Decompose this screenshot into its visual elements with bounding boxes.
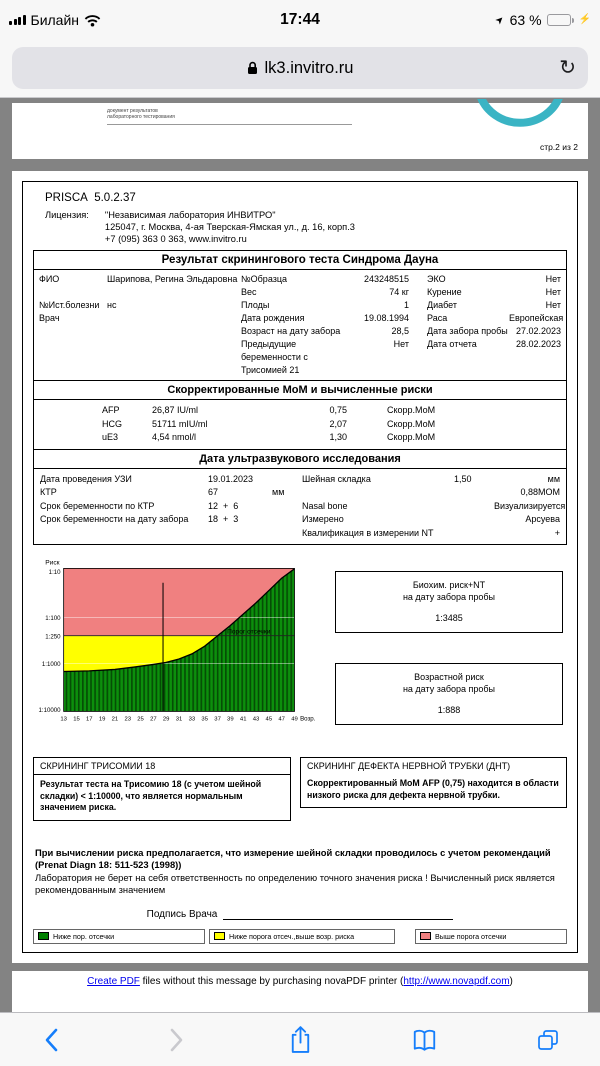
table-row: Квалификация в измерении NT + (302, 527, 560, 538)
svg-text:15: 15 (73, 716, 80, 723)
wifi-icon (84, 14, 101, 27)
svg-text:33: 33 (188, 716, 196, 723)
safari-toolbar (0, 1012, 600, 1066)
svg-text:23: 23 (124, 716, 132, 723)
svg-text:41: 41 (239, 716, 247, 723)
cutoff-label: Порог отсечки (227, 628, 271, 636)
svg-text:43: 43 (252, 716, 260, 723)
table-row: Дата проведения УЗИ 19.01.2023 Шейная складка 1,50 мм (40, 473, 560, 484)
svg-text:31: 31 (175, 716, 183, 723)
svg-text:21: 21 (111, 716, 119, 723)
license-lines: "Независимая лаборатория ИНВИТРО" 125047, г. Москва, 4-ая Тверская-Ямская ул., д. 16, корп.3 +7 (095) 363 0 363, www.invitro.ru (104, 210, 355, 244)
mom-section-title: Скорректированные МоМ и вычисленные риски (33, 380, 567, 400)
ntd-title: СКРИНИНГ ДЕФЕКТА НЕРВНОЙ ТРУБКИ (ДНТ) (307, 761, 511, 771)
web-content[interactable] (0, 99, 600, 1012)
report-title: Результат скринингового теста Синдрома Дауна (33, 250, 567, 270)
risk-chart (33, 555, 325, 753)
novapdf-banner: Create PDF files without this message by purchasing novaPDF printer (http://www.novapdf.com) (12, 971, 588, 1013)
table-row: AFP 26,87 IU/ml 0,75 Скорр.МоМ (102, 405, 436, 415)
age-risk-value: 1:888 (437, 705, 461, 715)
chevron-left-icon (40, 1026, 64, 1054)
share-button[interactable] (278, 1018, 322, 1062)
legend-item: Ниже порога отсеч.,выше возр. риска (209, 929, 395, 944)
lock-icon (247, 61, 258, 75)
svg-text:25: 25 (137, 716, 144, 723)
svg-text:39: 39 (227, 716, 234, 723)
page-number: стр.2 из 2 (539, 142, 578, 152)
trisomy18-box (33, 757, 291, 821)
url-text: lk3.invitro.ru (264, 58, 354, 77)
svg-text:37: 37 (214, 716, 221, 723)
battery-percent: 63 % (509, 12, 542, 28)
svg-text:49: 49 (291, 716, 298, 723)
svg-text:47: 47 (278, 716, 285, 723)
safari-url-bar (0, 40, 600, 98)
forward-button[interactable] (154, 1018, 198, 1062)
page-footer-small-text: документ результатов лабораторного тестирования (107, 108, 175, 120)
svg-text:1:1000: 1:1000 (41, 660, 61, 668)
software-version: PRISCA 5.0.2.37 (45, 192, 136, 204)
svg-text:35: 35 (201, 716, 208, 723)
footer-rule (107, 124, 352, 125)
risk-chart-section (33, 555, 567, 753)
signature-line (223, 909, 453, 920)
cell-signal-icon (9, 15, 26, 25)
table-row: Возраст на дату забора 28,5 Дата забора пробы 27.02.2023 (241, 326, 561, 336)
table-row: Вес 74 кг Курение Нет (241, 287, 561, 297)
share-icon (288, 1024, 313, 1055)
ntd-text: Скорректированный МоМ AFP (0,75) находится в области низкого риска для дефекта нервной трубки. (307, 778, 559, 800)
trisomy18-title: СКРИНИНГ ТРИСОМИИ 18 (34, 758, 290, 775)
ultrasound-section-title: Дата ультразвукового исследования (33, 449, 567, 469)
ntd-box (300, 757, 567, 808)
table-row: Срок беременности на дату забора 18 + 3 Измерено Арсуева (40, 514, 560, 524)
ultrasound-table (33, 468, 567, 546)
patient-table (33, 269, 567, 381)
green-swatch (38, 932, 49, 940)
invitro-logo-swoosh (474, 99, 566, 133)
report-page (12, 171, 588, 963)
svg-text:29: 29 (162, 716, 170, 723)
carrier-label: Билайн (30, 12, 80, 28)
tabs-button[interactable] (526, 1018, 570, 1062)
charging-bolt-icon: ⚡ (578, 14, 591, 25)
novapdf-url-link[interactable]: http://www.novapdf.com (403, 975, 510, 987)
bookmarks-button[interactable] (402, 1018, 446, 1062)
table-row: Срок беременности по КТР 12 + 6 Nasal bone Визуализируется (40, 500, 566, 511)
license-block (45, 209, 567, 245)
status-bar (0, 0, 600, 40)
license-label: Лицензия: (45, 210, 89, 220)
reload-button[interactable]: ↻ (559, 57, 576, 79)
chevron-right-icon (164, 1026, 188, 1054)
clock-label: 17:44 (280, 11, 320, 28)
chart-y-axis-label: Риск (45, 559, 60, 567)
report-frame (22, 181, 578, 953)
table-row: №Ист.болезни нс Плоды 1 Диабет Нет (39, 300, 561, 310)
age-risk-box: Возрастной риск на дату забора пробы 1:888 (335, 663, 563, 725)
biochem-risk-value: 1:3485 (435, 613, 463, 623)
biochem-risk-box: Биохим. риск+NT на дату забора пробы 1:3485 (335, 571, 563, 633)
svg-text:19: 19 (98, 716, 106, 723)
table-row: ФИО Шарипова, Регина Эльдаровна №Образца 243248515 ЭКО Нет (39, 274, 561, 284)
book-icon (411, 1027, 438, 1053)
svg-text:17: 17 (85, 716, 93, 723)
location-services-icon: ➤ (493, 13, 508, 27)
tabs-icon (535, 1027, 561, 1053)
yellow-swatch (214, 932, 225, 940)
chart-legend (33, 929, 567, 944)
create-pdf-link[interactable]: Create PDF (87, 975, 140, 987)
screening-results-row (33, 757, 567, 821)
svg-text:1:10000: 1:10000 (38, 706, 61, 714)
mom-table (33, 399, 567, 450)
address-field[interactable] (12, 47, 588, 89)
table-row: Врач Дата рождения 19.08.1994 Раса Европейская (39, 313, 564, 323)
previous-page-sliver (12, 103, 588, 159)
svg-text:13: 13 (60, 716, 67, 723)
table-row: КТР 67 мм 0,88МОМ (40, 487, 560, 497)
svg-text:1:10: 1:10 (48, 569, 61, 577)
legend-item: Ниже пор. отсечки (33, 929, 205, 944)
svg-text:1:100: 1:100 (45, 614, 61, 622)
chart-x-axis-label: Возр. (300, 715, 316, 723)
trisomy18-text: Результат теста на Трисомию 18 (с учетом шейной складки) < 1:10000, что является нормальным значением риска. (40, 779, 262, 812)
disclaimer: При вычислении риска предполагается, что измерение шейной складки проводилось с учетом рекомендаций (Prenat Diagn 18: 511-523 (1998)) Лаборатория не берет на себя ответственность по определению точного значения риска ! Вычисленный риск является рекомендованным значением (35, 846, 555, 895)
legend-item: Выше порога отсечки (415, 929, 567, 944)
svg-text:45: 45 (265, 716, 273, 723)
battery-icon (547, 14, 574, 26)
back-button[interactable] (30, 1018, 74, 1062)
risk-values-column (325, 555, 567, 753)
table-row: uE3 4,54 nmol/l 1,30 Скорр.МоМ (102, 432, 436, 442)
table-row: HCG 51711 mIU/ml 2,07 Скорр.МоМ (102, 418, 436, 429)
doctor-signature: Подпись Врача (33, 909, 567, 920)
table-row: Предыдущие беременности с Трисомией 21 Нет Дата отчета 28.02.2023 (241, 339, 561, 375)
red-swatch (420, 932, 431, 940)
svg-text:1:250: 1:250 (45, 633, 61, 641)
svg-text:27: 27 (150, 716, 157, 723)
